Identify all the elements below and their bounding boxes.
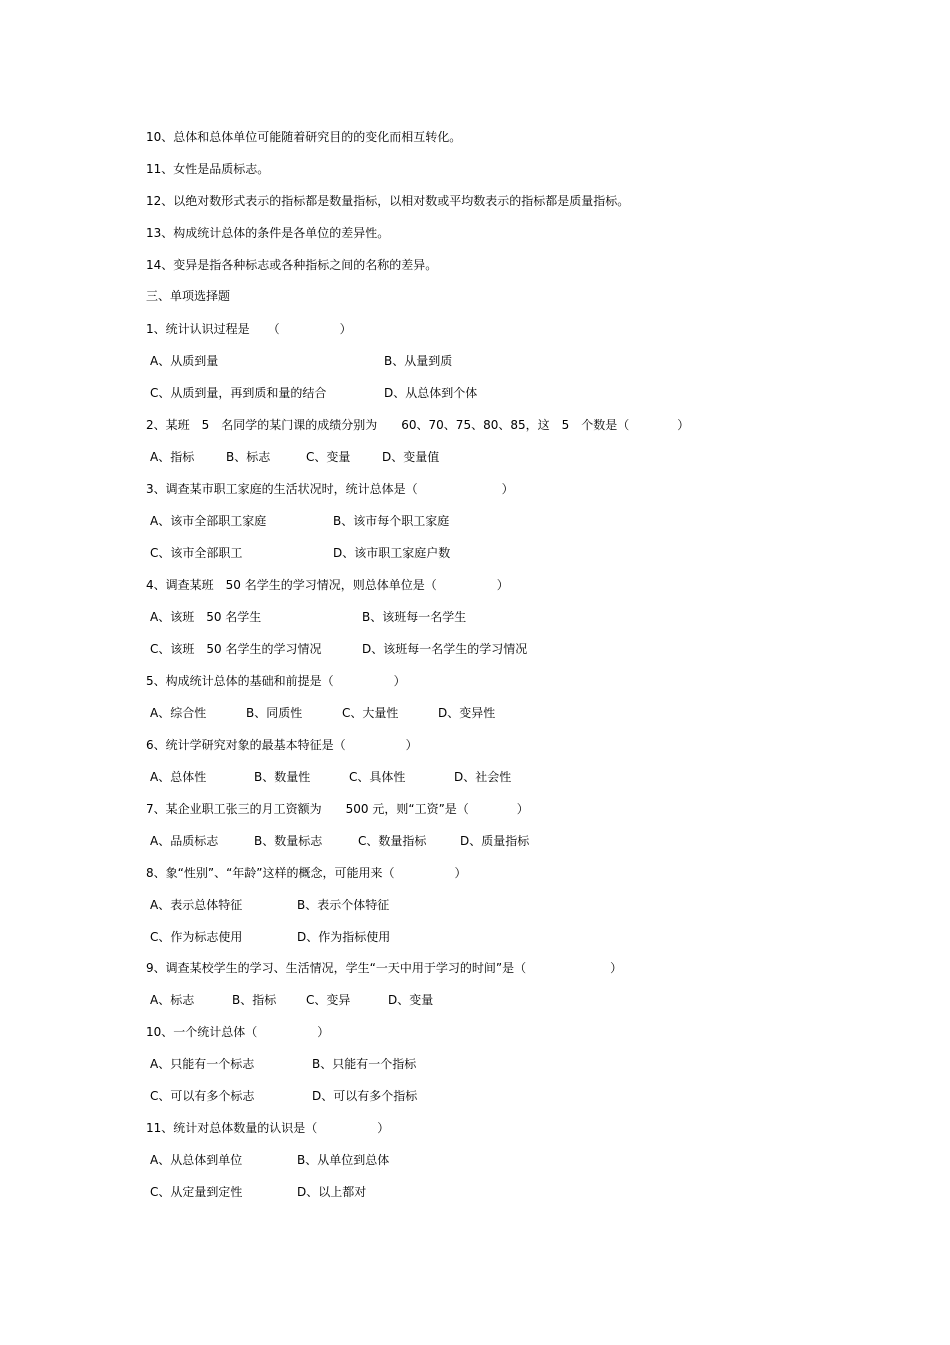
question-6: 6、统计学研究对象的最基本特征是（ ） [146, 738, 418, 752]
question-5: 5、构成统计总体的基础和前提是（ ） [146, 674, 406, 688]
option-6d: D、社会性 [454, 770, 512, 784]
option-7d: D、质量指标 [460, 834, 530, 848]
option-8a: A、表示总体特征 [150, 898, 243, 912]
option-3c: C、该市全部职工 [150, 546, 243, 560]
option-5b: B、同质性 [246, 706, 303, 720]
question-1: 1、统计认识过程是 （ ） [146, 322, 352, 336]
option-3d: D、该市职工家庭户数 [333, 546, 451, 560]
option-10d: D、可以有多个指标 [312, 1089, 418, 1103]
question-10: 10、一个统计总体（ ） [146, 1025, 330, 1039]
option-4a: A、该班 50 名学生 [150, 610, 262, 624]
option-9b: B、指标 [232, 993, 277, 1007]
option-4d: D、该班每一名学生的学习情况 [362, 642, 528, 656]
option-4c: C、该班 50 名学生的学习情况 [150, 642, 322, 656]
question-2: 2、某班 5 名同学的某门课的成绩分别为 60、70、75、80、85，这 5 个数是（ ） [146, 418, 690, 432]
option-2c: C、变量 [306, 450, 351, 464]
option-8d: D、作为指标使用 [297, 930, 391, 944]
option-9c: C、变异 [306, 993, 351, 1007]
question-11: 11、统计对总体数量的认识是（ ） [146, 1121, 390, 1135]
option-9d: D、变量 [388, 993, 434, 1007]
option-5c: C、大量性 [342, 706, 399, 720]
option-1c: C、从质到量，再到质和量的结合 [150, 386, 327, 400]
option-2d: D、变量值 [382, 450, 440, 464]
option-11c: C、从定量到定性 [150, 1185, 243, 1199]
question-4: 4、调查某班 50 名学生的学习情况，则总体单位是（ ） [146, 578, 509, 592]
question-3: 3、调查某市职工家庭的生活状况时，统计总体是（ ） [146, 482, 514, 496]
option-5d: D、变异性 [438, 706, 496, 720]
option-9a: A、标志 [150, 993, 195, 1007]
tf-item-13: 13、构成统计总体的条件是各单位的差异性。 [146, 226, 390, 240]
option-8b: B、表示个体特征 [297, 898, 390, 912]
option-11a: A、从总体到单位 [150, 1153, 243, 1167]
option-1d: D、从总体到个体 [384, 386, 478, 400]
question-8: 8、象“性别”、“年龄”这样的概念，可能用来（ ） [146, 866, 467, 880]
option-11d: D、以上都对 [297, 1185, 367, 1199]
option-3b: B、该市每个职工家庭 [333, 514, 450, 528]
option-7b: B、数量标志 [254, 834, 323, 848]
tf-item-11: 11、女性是品质标志。 [146, 162, 270, 176]
option-6a: A、总体性 [150, 770, 207, 784]
option-11b: B、从单位到总体 [297, 1153, 390, 1167]
tf-item-10: 10、总体和总体单位可能随着研究目的的变化而相互转化。 [146, 130, 462, 144]
option-8c: C、作为标志使用 [150, 930, 243, 944]
question-9: 9、调查某校学生的学习、生活情况，学生“一天中用于学习的时间”是（ ） [146, 961, 623, 975]
option-7c: C、数量指标 [358, 834, 427, 848]
option-2a: A、指标 [150, 450, 195, 464]
option-1b: B、从量到质 [384, 354, 453, 368]
option-2b: B、标志 [226, 450, 271, 464]
question-7: 7、某企业职工张三的月工资额为 500 元，则“工资”是（ ） [146, 802, 529, 816]
option-7a: A、品质标志 [150, 834, 219, 848]
option-10a: A、只能有一个标志 [150, 1057, 255, 1071]
option-6c: C、具体性 [349, 770, 406, 784]
tf-item-14: 14、变异是指各种标志或各种指标之间的名称的差异。 [146, 258, 438, 272]
option-10c: C、可以有多个标志 [150, 1089, 255, 1103]
option-5a: A、综合性 [150, 706, 207, 720]
tf-item-12: 12、以绝对数形式表示的指标都是数量指标，以相对数或平均数表示的指标都是质量指标。 [146, 194, 630, 208]
option-6b: B、数量性 [254, 770, 311, 784]
option-4b: B、该班每一名学生 [362, 610, 467, 624]
option-3a: A、该市全部职工家庭 [150, 514, 267, 528]
option-10b: B、只能有一个指标 [312, 1057, 417, 1071]
section-title: 三、单项选择题 [146, 289, 231, 303]
option-1a: A、从质到量 [150, 354, 219, 368]
